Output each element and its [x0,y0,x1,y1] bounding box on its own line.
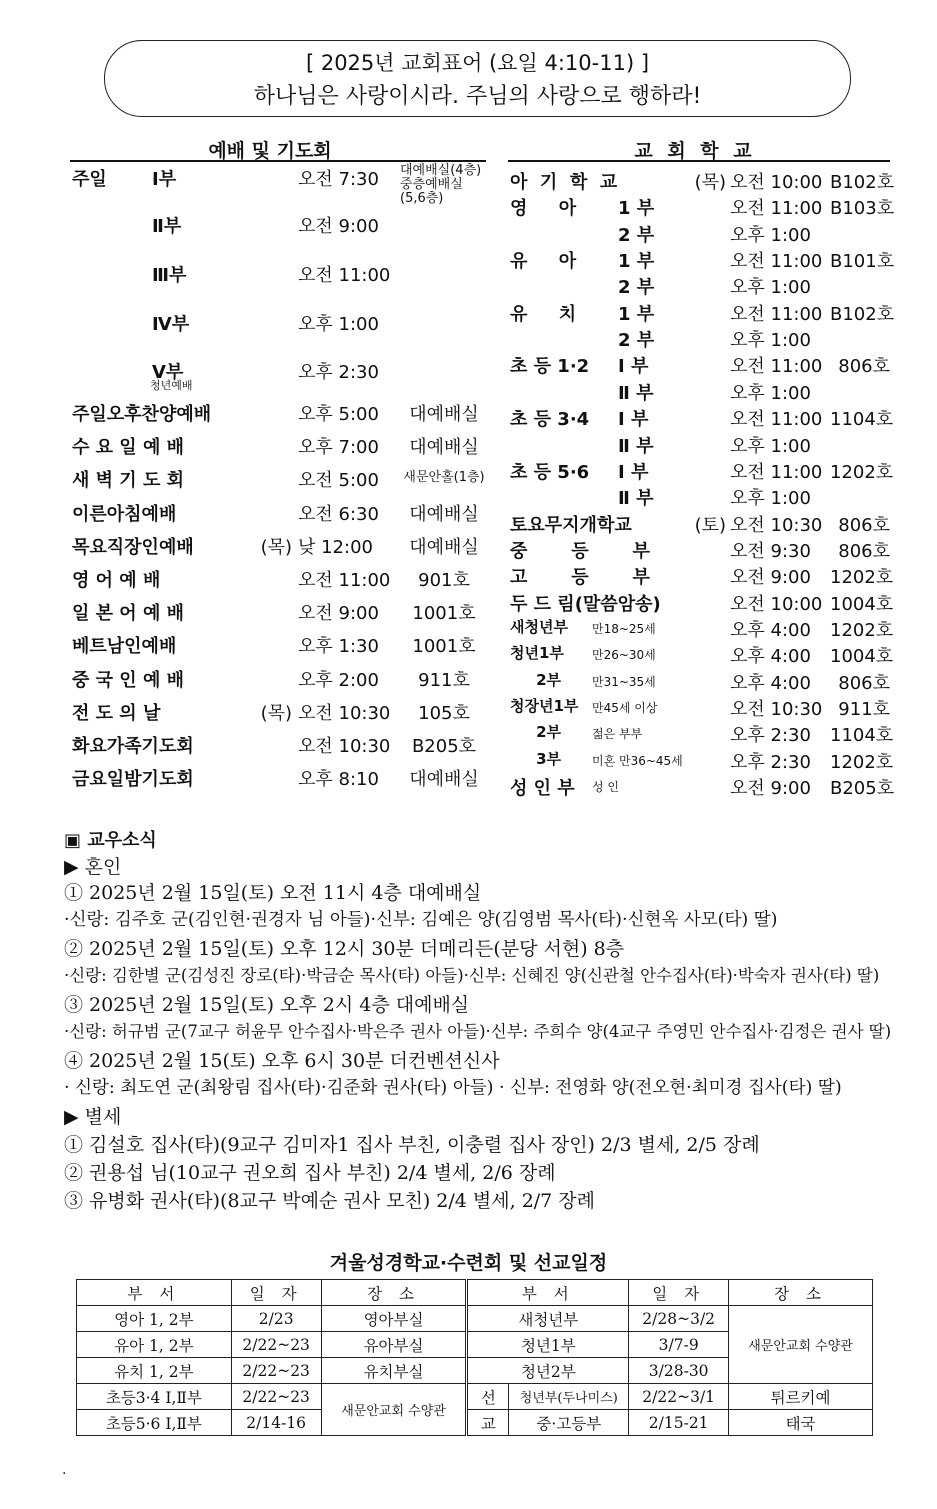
school-room: 1202호 [830,462,894,483]
school-time: 오전 10:00 [730,172,823,193]
school-room: 1202호 [830,567,894,588]
date-cell: 2/22~23 [231,1384,321,1410]
worship-divider [70,160,486,162]
school-dept: 고 등 부 [510,567,650,588]
sunday-part: Ⅰ부 [152,169,177,190]
sunday-time: 오전 7:30 [298,169,379,190]
service-place: 901호 [418,570,470,591]
school-time: 오전 11:00 [730,356,823,377]
wedding-detail: ·신랑: 김주호 군(김인현·권경자 님 아들)·신부: 김예은 양(김영범 목사(타)·신현옥 사모(타) 딸) [64,910,778,930]
school-part: Ⅱ 부 [618,383,654,404]
school-part: 1 부 [618,251,655,272]
sunday-part: Ⅴ부 [152,362,184,383]
service-time: 오후 7:00 [298,437,379,458]
service-time: 오전 10:30 [298,703,391,724]
youth-worship-note: 청년예배 [150,379,193,392]
service-place: 911호 [418,670,470,691]
sunday-part: Ⅱ부 [152,216,182,237]
school-time: 오후 2:30 [730,752,811,773]
school-room: B102호 [830,172,895,193]
place-cell: 튀르키예 [729,1384,873,1410]
service-name: 금요일밤기도회 [72,769,194,790]
dept-cell: 유치 1, 2부 [77,1358,232,1384]
school-dept: 2부 [510,723,562,741]
place-cell-shared: 새문안교회 수양관 [321,1384,467,1436]
school-title: 교 회 학 교 [634,140,756,162]
wedding-item: ④ 2025년 2월 15(토) 오후 6시 30분 더컨벤션신사 [64,1050,500,1072]
sunday-time: 오후 1:00 [298,314,379,335]
dept-cell: 청년1부 [467,1332,629,1358]
service-name: 수 요 일 예 배 [72,437,185,458]
service-place: 대예배실 [409,537,479,558]
mission-label: 교 [467,1410,509,1436]
school-age-range: 만31~35세 [592,675,656,689]
school-time: 오후 1:00 [730,277,811,298]
dept-cell: 중·고등부 [509,1410,629,1436]
school-room: 1104호 [830,409,894,430]
service-place: 1001호 [412,603,476,624]
school-room: 806호 [838,356,890,377]
footer-mark: . [62,1462,67,1478]
wedding-item: ③ 2025년 2월 15일(토) 오후 2시 4층 대예배실 [64,994,470,1016]
wedding-item: ② 2025년 2월 15일(토) 오후 12시 30분 더메리든(분당 서현) 8층 [64,938,625,960]
mission-label: 선 [467,1384,509,1410]
header-dept: 부 서 [77,1280,232,1306]
wedding-detail: · 신랑: 최도연 군(최왕림 집사(타)·김준화 권사(타) 아들) · 신부: 전영화 양(전오현·최미경 집사(타) 딸) [64,1078,842,1098]
school-dept: 2부 [510,671,562,689]
wedding-item: ① 2025년 2월 15일(토) 오전 11시 4층 대예배실 [64,882,482,904]
school-time: 오전 10:30 [730,699,823,720]
school-room: B103호 [830,198,895,219]
table-row [77,1306,873,1332]
service-name: 주일오후찬양예배 [72,404,212,425]
school-time: 오후 1:00 [730,225,811,246]
news-title: ▣ 교우소식 [64,830,157,851]
date-cell: 2/14-16 [231,1410,321,1436]
school-divider [508,160,890,162]
dept-cell: 초등5·6 Ⅰ,Ⅱ부 [77,1410,232,1436]
dept-cell: 초등3·4 Ⅰ,Ⅱ부 [77,1384,232,1410]
school-room: B101호 [830,251,895,272]
school-dept: 두 드 림(말씀암송) [510,594,661,615]
service-time: 낮 12:00 [298,537,373,558]
place-cell: 영아부실 [321,1306,467,1332]
header-date: 일 자 [231,1280,321,1306]
school-part: 2 부 [618,330,655,351]
funeral-item: ① 김설호 집사(타)(9교구 김미자1 집사 부친, 이충렬 집사 장인) 2/3 별세, 2/5 장례 [64,1134,760,1156]
school-dept: 중 등 부 [510,541,650,562]
service-time: 오전 11:00 [298,570,391,591]
school-time: 오전 10:00 [730,594,823,615]
date-cell: 2/22~3/1 [629,1384,729,1410]
school-dept: 3부 [510,750,562,768]
funeral-header: ▶ 별세 [64,1106,122,1128]
school-part: Ⅱ 부 [618,488,654,509]
school-time: 오후 4:00 [730,673,811,694]
wedding-header: ▶ 혼인 [64,856,122,878]
service-name: 이른아침예배 [72,504,177,525]
school-dept: 새청년부 [510,618,568,636]
school-dept: 청장년1부 [510,697,579,715]
service-day: (목) [260,703,292,724]
service-name: 일 본 어 예 배 [72,603,185,624]
school-age-range: 미혼 만36~45세 [592,754,683,768]
school-part: Ⅱ 부 [618,436,654,457]
school-part: 1 부 [618,198,655,219]
service-place: 대예배실 [409,437,479,458]
service-name: 새 벽 기 도 회 [72,470,185,491]
school-dept: 초 등 3·4 [510,409,590,430]
school-day: (토) [694,515,726,536]
sunday-time: 오전 9:00 [298,216,379,237]
header-place: 장 소 [321,1280,467,1306]
motto-line-1: [ 2025년 교회표어 (요일 4:10-11) ] [305,51,650,75]
school-part: Ⅰ 부 [618,356,649,377]
school-time: 오후 1:00 [730,436,811,457]
date-cell: 3/7-9 [629,1332,729,1358]
school-time: 오전 11:00 [730,251,823,272]
school-part: 1 부 [618,304,655,325]
school-dept: 유 아 [510,251,577,272]
school-dept: 청년1부 [510,644,564,662]
school-age-range: 젊은 부부 [592,727,643,741]
service-place: 대예배실 [409,404,479,425]
service-place: B205호 [411,736,477,757]
table-row [77,1384,873,1410]
school-time: 오전 11:00 [730,198,823,219]
school-part: 2 부 [618,277,655,298]
school-dept: 영 아 [510,198,577,219]
sunday-part: Ⅳ부 [152,314,190,335]
school-day: (목) [694,172,726,193]
place-cell: 유치부실 [321,1358,467,1384]
school-time: 오후 4:00 [730,620,811,641]
table-header-row [77,1280,873,1306]
school-time: 오전 9:00 [730,778,811,799]
school-time: 오전 11:00 [730,304,823,325]
school-age-range: 만45세 이상 [592,701,658,715]
date-cell: 3/28-30 [629,1358,729,1384]
service-name: 목요직장인예배 [72,537,194,558]
school-room: 806호 [838,515,890,536]
school-time: 오후 1:00 [730,330,811,351]
service-day: (목) [260,537,292,558]
service-name: 화요가족기도회 [72,736,194,757]
sunday-time: 오전 11:00 [298,265,391,286]
wedding-detail: ·신랑: 김한별 군(김성진 장로(타)·박금순 목사(타) 아들)·신부: 신혜진 양(신관철 안수집사(타)·박숙자 권사(타) 딸) [64,966,880,985]
service-name: 전 도 의 날 [72,703,161,724]
school-room: B205호 [830,778,895,799]
school-dept: 초 등 5·6 [510,462,590,483]
school-part: 2 부 [618,225,655,246]
sunday-label: 주일 [72,169,107,190]
service-name: 영 어 예 배 [72,570,161,591]
service-time: 오후 8:10 [298,769,379,790]
worship-title: 예배 및 기도회 [208,140,332,162]
service-name: 베트남인예배 [72,636,177,657]
school-part: Ⅰ 부 [618,409,649,430]
place-cell: 태국 [729,1410,873,1436]
service-time: 오전 6:30 [298,504,379,525]
date-cell: 2/28~3/2 [629,1306,729,1332]
sunday-time: 오후 2:30 [298,362,379,383]
dept-cell: 청년2부 [467,1358,629,1384]
school-dept: 초 등 1·2 [510,356,590,377]
date-cell: 2/22~23 [231,1358,321,1384]
school-part: Ⅰ 부 [618,462,649,483]
date-cell: 2/22~23 [231,1332,321,1358]
school-time: 오전 11:00 [730,462,823,483]
school-room: 1104호 [830,725,894,746]
wedding-detail: ·신랑: 허규범 군(7교구 허윤무 안수집사·박은주 권사 아들)·신부: 주희수 양(4교구 주영민 안수집사·김정은 권사 딸) [64,1022,892,1041]
header-place: 장 소 [729,1280,873,1306]
date-cell: 2/15-21 [629,1410,729,1436]
sunday-part: Ⅲ부 [152,265,187,286]
school-room: 911호 [838,699,890,720]
service-time: 오후 5:00 [298,404,379,425]
date-cell: 2/23 [231,1306,321,1332]
dept-cell: 청년부(두나미스) [509,1384,629,1410]
service-time: 오후 1:30 [298,636,379,657]
school-room: 1004호 [830,646,894,667]
dept-cell: 새청년부 [467,1306,629,1332]
service-place: 새문안홀(1층) [403,470,485,485]
school-age-range: 만18~25세 [592,622,656,636]
school-time: 오후 1:00 [730,488,811,509]
school-time: 오전 10:30 [730,515,823,536]
motto-box [104,40,851,117]
funeral-item: ② 권용섭 님(10교구 권오희 집사 부친) 2/4 별세, 2/6 장례 [64,1162,556,1184]
service-time: 오전 10:30 [298,736,391,757]
school-time: 오후 2:30 [730,725,811,746]
service-place: 1001호 [412,636,476,657]
school-time: 오전 9:00 [730,567,811,588]
dept-cell: 유아 1, 2부 [77,1332,232,1358]
school-room: 1004호 [830,594,894,615]
service-place: 대예배실 [409,769,479,790]
school-dept: 토요무지개학교 [510,515,632,536]
service-time: 오후 2:00 [298,670,379,691]
service-time: 오전 5:00 [298,470,379,491]
school-room: 806호 [838,541,890,562]
header-date: 일 자 [629,1280,729,1306]
school-age-range: 성 인 [592,780,619,794]
winter-schedule-table [76,1279,873,1436]
school-room: B102호 [830,304,895,325]
table-row [77,1410,873,1436]
sunday-place: 대예배실(4층) 중층예배실 (5,6층) [400,163,482,206]
place-cell-shared: 새문안교회 수양관 [729,1306,873,1384]
place-cell: 유아부실 [321,1332,467,1358]
service-place: 대예배실 [409,504,479,525]
service-name: 중 국 인 예 배 [72,670,185,691]
header-dept: 부 서 [467,1280,629,1306]
dept-cell: 영아 1, 2부 [77,1306,232,1332]
school-room: 1202호 [830,752,894,773]
school-time: 오후 4:00 [730,646,811,667]
motto-line-2: 하나님은 사랑이시라. 주님의 사랑으로 행하라! [253,84,702,109]
service-place: 105호 [418,703,470,724]
school-dept: 아 기 학 교 [510,172,618,193]
school-dept: 성 인 부 [510,778,575,799]
funeral-item: ③ 유병화 권사(타)(8교구 박예순 권사 모친) 2/4 별세, 2/7 장례 [64,1190,596,1212]
school-room: 806호 [838,673,890,694]
school-time: 오후 1:00 [730,383,811,404]
school-age-range: 만26~30세 [592,648,656,662]
school-dept: 유 치 [510,304,577,325]
winter-title: 겨울성경학교·수련회 및 선교일정 [329,1252,608,1274]
service-time: 오전 9:00 [298,603,379,624]
school-room: 1202호 [830,620,894,641]
school-time: 오전 11:00 [730,409,823,430]
school-time: 오전 9:30 [730,541,811,562]
